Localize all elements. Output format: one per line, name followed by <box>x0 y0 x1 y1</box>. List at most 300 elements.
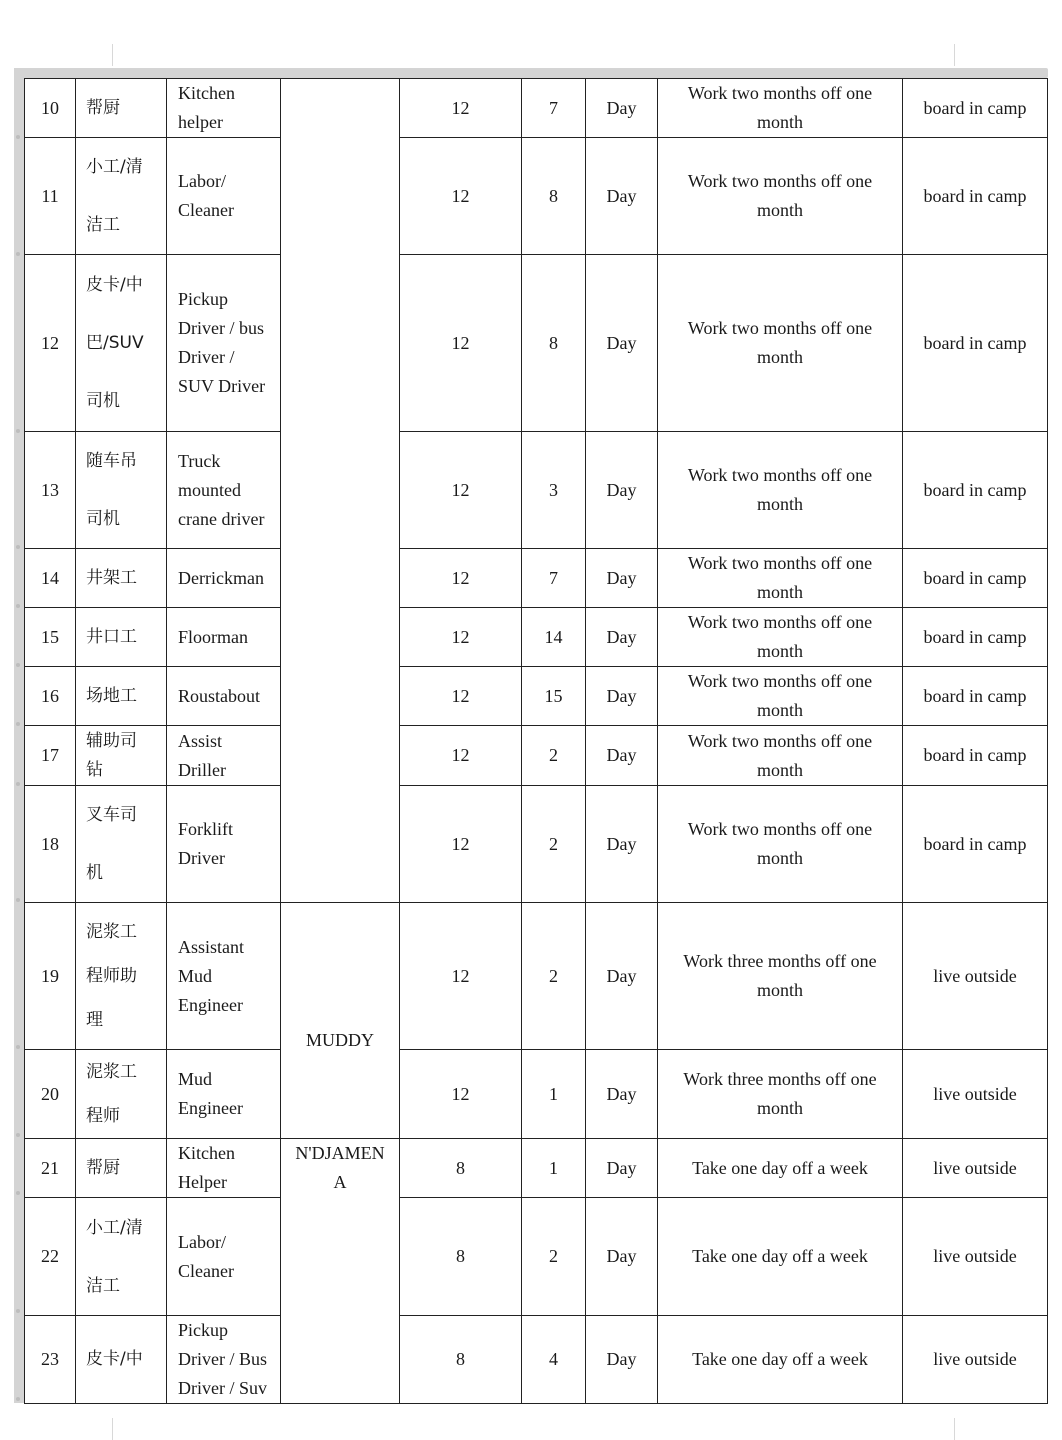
shift-value: Day <box>606 685 637 706</box>
shift-value: Day <box>606 1246 637 1266</box>
rotation-line: Take one day off a week <box>692 1157 868 1178</box>
page-left-edge <box>14 68 24 1403</box>
shift-value: Day <box>606 332 637 353</box>
chinese-title-cell <box>76 903 167 1050</box>
english-title-line: Pickup <box>178 1320 229 1340</box>
headcount-value: 2 <box>549 1246 558 1266</box>
accommodation-value: board in camp <box>923 745 1027 765</box>
english-title-cell <box>167 79 281 138</box>
chinese-title-line: 程师助 <box>86 966 137 986</box>
english-title-line: Driver / <box>178 347 235 367</box>
accommodation-cell <box>903 667 1048 726</box>
headcount-cell <box>522 432 586 549</box>
location-cell-muddy <box>281 903 400 1139</box>
english-title-line: Mud <box>178 1069 213 1089</box>
chinese-title-line: 泥浆工 <box>86 1062 137 1082</box>
english-title-line: Pickup <box>178 289 229 309</box>
accommodation-cell <box>903 432 1048 549</box>
margin-dot <box>16 604 20 608</box>
accommodation-value: live outside <box>933 1157 1017 1178</box>
row-number: 10 <box>41 97 59 118</box>
row-number: 13 <box>41 479 59 500</box>
shift-value: Day <box>606 1349 637 1369</box>
english-title-line: Driller <box>178 759 226 780</box>
english-title-line: Engineer <box>178 1098 243 1118</box>
accommodation-cell <box>903 255 1048 432</box>
rotation-cell <box>658 608 903 667</box>
hours-value: 12 <box>451 567 470 588</box>
accommodation-value: board in camp <box>923 97 1027 118</box>
headcount-cell <box>522 549 586 608</box>
english-title-line: Driver / bus <box>178 318 264 338</box>
accommodation-cell <box>903 1050 1048 1139</box>
margin-dot <box>16 429 20 433</box>
staffing-table-container <box>24 78 1048 1404</box>
chinese-title-line: 司机 <box>86 391 120 411</box>
table-row <box>25 667 1048 726</box>
chinese-title-cell <box>76 667 167 726</box>
headcount-value: 14 <box>544 626 563 647</box>
accommodation-value: live outside <box>933 1083 1017 1104</box>
location-ndjamena-line: N'DJAMEN <box>295 1143 385 1163</box>
shift-cell <box>586 1316 658 1404</box>
english-title-line: Driver / Suv <box>178 1378 267 1398</box>
table-row <box>25 549 1048 608</box>
headcount-value: 7 <box>549 567 558 588</box>
accommodation-cell <box>903 79 1048 138</box>
crop-mark <box>112 44 113 66</box>
hours-value: 8 <box>456 1157 465 1178</box>
headcount-value: 7 <box>549 97 558 118</box>
accommodation-cell <box>903 903 1048 1050</box>
chinese-title-line: 皮卡/中 <box>86 1349 143 1369</box>
shift-value: Day <box>606 1157 637 1178</box>
hours-cell <box>400 1139 522 1198</box>
hours-value: 12 <box>451 626 470 647</box>
margin-dot <box>16 1045 20 1049</box>
headcount-cell <box>522 79 586 138</box>
rotation-cell <box>658 138 903 255</box>
row-number-cell <box>25 608 76 667</box>
staffing-table <box>24 78 1048 1404</box>
chinese-title-line: 井架工 <box>86 567 137 588</box>
accommodation-value: board in camp <box>923 332 1027 353</box>
hours-cell <box>400 903 522 1050</box>
crop-mark <box>954 44 955 66</box>
english-title-line: Driver <box>178 848 225 868</box>
row-number-cell <box>25 903 76 1050</box>
row-number-cell <box>25 549 76 608</box>
chinese-title-cell <box>76 1198 167 1316</box>
hours-value: 12 <box>451 745 470 765</box>
rotation-line: month <box>756 112 803 132</box>
headcount-cell <box>522 903 586 1050</box>
margin-dot <box>16 135 20 139</box>
shift-cell <box>586 138 658 255</box>
rotation-line: Take one day off a week <box>692 1349 868 1369</box>
english-title-line: Engineer <box>178 994 243 1015</box>
margin-dot <box>16 898 20 902</box>
english-title-cell <box>167 1139 281 1198</box>
location-ndjamena-line: A <box>333 1172 347 1192</box>
table-row <box>25 726 1048 786</box>
english-title-line: Cleaner <box>178 1260 234 1281</box>
shift-cell <box>586 608 658 667</box>
row-number-cell <box>25 1139 76 1198</box>
headcount-cell <box>522 608 586 667</box>
location-muddy: MUDDY <box>305 1030 374 1050</box>
english-title-line: Driver / Bus <box>178 1349 267 1369</box>
row-number-cell <box>25 726 76 786</box>
english-title-line: Forklift <box>178 819 234 839</box>
hours-cell <box>400 138 522 255</box>
english-title-line: helper <box>178 112 223 132</box>
chinese-title-line: 辅助司 <box>86 730 137 751</box>
row-number-cell <box>25 1198 76 1316</box>
row-number: 22 <box>41 1246 59 1266</box>
shift-value: Day <box>606 745 637 765</box>
table-row <box>25 1050 1048 1139</box>
chinese-title-cell <box>76 549 167 608</box>
rotation-line: month <box>756 759 803 780</box>
hours-cell <box>400 549 522 608</box>
english-title-line: Floorman <box>178 626 248 647</box>
accommodation-cell <box>903 726 1048 786</box>
rotation-line: month <box>756 582 803 602</box>
headcount-value: 2 <box>549 745 558 765</box>
chinese-title-line: 钻 <box>86 759 103 780</box>
shift-value: Day <box>606 567 637 588</box>
rotation-line: Work two months off one <box>687 83 873 103</box>
row-number: 19 <box>41 965 59 986</box>
table-row <box>25 79 1048 138</box>
chinese-title-cell <box>76 1139 167 1198</box>
hours-value: 12 <box>451 833 470 854</box>
rotation-line: Work two months off one <box>687 671 873 691</box>
hours-value: 8 <box>456 1349 465 1369</box>
accommodation-cell <box>903 786 1048 903</box>
english-title-line: Assistant <box>178 936 245 957</box>
rotation-cell <box>658 1316 903 1404</box>
rotation-line: month <box>756 980 803 1000</box>
chinese-title-line: 洁工 <box>86 1275 120 1296</box>
hours-cell <box>400 79 522 138</box>
shift-value: Day <box>606 1083 637 1104</box>
accommodation-value: board in camp <box>923 567 1027 588</box>
table-row <box>25 138 1048 255</box>
chinese-title-cell <box>76 255 167 432</box>
headcount-cell <box>522 255 586 432</box>
headcount-cell <box>522 1316 586 1404</box>
crop-mark <box>112 1418 113 1440</box>
headcount-cell <box>522 1139 586 1198</box>
english-title-cell <box>167 608 281 667</box>
chinese-title-line: 司机 <box>86 509 120 529</box>
shift-value: Day <box>606 965 637 986</box>
hours-value: 8 <box>456 1246 465 1266</box>
rotation-line: Work two months off one <box>687 465 873 485</box>
location-cell-camp <box>281 79 400 903</box>
hours-cell <box>400 1316 522 1404</box>
rotation-cell <box>658 1198 903 1316</box>
margin-dot <box>16 545 20 549</box>
rotation-line: month <box>756 641 803 661</box>
table-row <box>25 786 1048 903</box>
margin-dot <box>16 1397 20 1401</box>
margin-dot <box>16 252 20 256</box>
chinese-title-line: 巴/SUV <box>86 333 144 353</box>
headcount-value: 1 <box>549 1157 558 1178</box>
headcount-value: 15 <box>544 685 563 706</box>
english-title-line: Helper <box>178 1172 227 1192</box>
accommodation-value: board in camp <box>923 185 1027 206</box>
rotation-line: Work two months off one <box>687 612 873 632</box>
english-title-cell <box>167 726 281 786</box>
hours-cell <box>400 255 522 432</box>
shift-cell <box>586 726 658 786</box>
headcount-cell <box>522 786 586 903</box>
rotation-cell <box>658 255 903 432</box>
shift-cell <box>586 432 658 549</box>
headcount-value: 8 <box>549 185 558 206</box>
chinese-title-line: 泥浆工 <box>86 922 137 942</box>
chinese-title-line: 帮厨 <box>86 1157 120 1178</box>
headcount-value: 4 <box>549 1349 558 1369</box>
accommodation-cell <box>903 1198 1048 1316</box>
chinese-title-cell <box>76 432 167 549</box>
hours-cell <box>400 608 522 667</box>
shift-value: Day <box>606 833 637 854</box>
row-number: 21 <box>41 1157 59 1178</box>
row-number: 14 <box>41 567 59 588</box>
english-title-cell <box>167 667 281 726</box>
hours-value: 12 <box>451 965 470 986</box>
rotation-cell <box>658 1139 903 1198</box>
shift-value: Day <box>606 185 637 206</box>
chinese-title-line: 帮厨 <box>86 97 120 118</box>
shift-value: Day <box>606 626 637 647</box>
accommodation-cell <box>903 138 1048 255</box>
headcount-value: 1 <box>549 1083 558 1104</box>
rotation-cell <box>658 667 903 726</box>
chinese-title-line: 井口工 <box>86 626 137 647</box>
table-row <box>25 1139 1048 1198</box>
accommodation-cell <box>903 1139 1048 1198</box>
headcount-value: 2 <box>549 833 558 854</box>
english-title-cell <box>167 432 281 549</box>
headcount-value: 8 <box>549 332 558 353</box>
english-title-cell <box>167 255 281 432</box>
hours-cell <box>400 726 522 786</box>
chinese-title-line: 洁工 <box>86 215 120 235</box>
english-title-line: crane driver <box>178 508 265 529</box>
chinese-title-cell <box>76 1316 167 1404</box>
rotation-line: month <box>756 494 803 514</box>
margin-dot <box>16 1191 20 1195</box>
table-row <box>25 903 1048 1050</box>
row-number-cell <box>25 1316 76 1404</box>
chinese-title-line: 理 <box>86 1010 103 1030</box>
shift-value: Day <box>606 97 637 118</box>
shift-cell <box>586 1050 658 1139</box>
row-number-cell <box>25 786 76 903</box>
row-number: 18 <box>41 833 59 854</box>
chinese-title-line: 叉车司 <box>86 805 137 825</box>
shift-cell <box>586 79 658 138</box>
row-number-cell <box>25 255 76 432</box>
accommodation-value: live outside <box>933 1349 1017 1369</box>
accommodation-cell <box>903 1316 1048 1404</box>
accommodation-value: live outside <box>933 1246 1017 1266</box>
rotation-cell <box>658 1050 903 1139</box>
shift-cell <box>586 1198 658 1316</box>
rotation-cell <box>658 79 903 138</box>
rotation-line: Work two months off one <box>687 553 873 573</box>
table-row <box>25 255 1048 432</box>
chinese-title-cell <box>76 138 167 255</box>
rotation-line: Take one day off a week <box>692 1246 868 1266</box>
accommodation-value: live outside <box>933 965 1017 986</box>
english-title-line: Labor/ <box>178 1231 226 1252</box>
english-title-line: Derrickman <box>178 567 264 588</box>
accommodation-value: board in camp <box>923 685 1027 706</box>
table-row <box>25 432 1048 549</box>
shift-value: Day <box>606 479 637 500</box>
accommodation-cell <box>903 549 1048 608</box>
margin-dot <box>16 663 20 667</box>
headcount-value: 3 <box>549 479 558 500</box>
row-number: 12 <box>41 332 59 353</box>
hours-value: 12 <box>451 332 470 353</box>
english-title-cell <box>167 786 281 903</box>
rotation-line: Work two months off one <box>687 318 873 338</box>
row-number: 17 <box>41 745 59 765</box>
english-title-cell <box>167 1050 281 1139</box>
row-number-cell <box>25 432 76 549</box>
hours-cell <box>400 667 522 726</box>
rotation-line: Work two months off one <box>687 819 873 839</box>
shift-cell <box>586 667 658 726</box>
shift-cell <box>586 903 658 1050</box>
english-title-line: Cleaner <box>178 200 234 220</box>
rotation-cell <box>658 549 903 608</box>
rotation-line: Work two months off one <box>687 730 873 751</box>
chinese-title-line: 机 <box>86 863 103 883</box>
hours-cell <box>400 786 522 903</box>
english-title-line: Assist <box>178 730 223 751</box>
english-title-line: Labor/ <box>178 171 226 191</box>
table-row <box>25 608 1048 667</box>
chinese-title-cell <box>76 79 167 138</box>
english-title-cell <box>167 1316 281 1404</box>
shift-cell <box>586 786 658 903</box>
rotation-cell <box>658 903 903 1050</box>
headcount-cell <box>522 138 586 255</box>
accommodation-value: board in camp <box>923 626 1027 647</box>
chinese-title-line: 随车吊 <box>86 451 137 471</box>
english-title-line: Roustabout <box>178 685 261 706</box>
chinese-title-cell <box>76 608 167 667</box>
chinese-title-line: 场地工 <box>86 685 137 706</box>
english-title-line: SUV Driver <box>178 376 266 396</box>
row-number-cell <box>25 1050 76 1139</box>
table-row <box>25 1316 1048 1404</box>
hours-value: 12 <box>451 685 470 706</box>
english-title-line: Truck <box>178 450 221 471</box>
row-number: 16 <box>41 685 59 706</box>
row-number-cell <box>25 667 76 726</box>
hours-cell <box>400 432 522 549</box>
rotation-line: Work three months off one <box>683 951 877 971</box>
row-number-cell <box>25 138 76 255</box>
row-number-cell <box>25 79 76 138</box>
english-title-cell <box>167 903 281 1050</box>
hours-value: 12 <box>451 1083 470 1104</box>
headcount-cell <box>522 1198 586 1316</box>
headcount-cell <box>522 667 586 726</box>
hours-value: 12 <box>451 185 470 206</box>
chinese-title-line: 小工/清 <box>86 1217 143 1238</box>
shift-cell <box>586 255 658 432</box>
english-title-line: Mud <box>178 965 213 986</box>
table-row <box>25 1198 1048 1316</box>
headcount-cell <box>522 726 586 786</box>
headcount-value: 2 <box>549 965 558 986</box>
hours-value: 12 <box>451 97 470 118</box>
accommodation-cell <box>903 608 1048 667</box>
chinese-title-cell <box>76 1050 167 1139</box>
english-title-line: Kitchen <box>178 1143 235 1163</box>
rotation-cell <box>658 726 903 786</box>
rotation-line: Work three months off one <box>683 1069 877 1089</box>
chinese-title-line: 小工/清 <box>86 157 143 177</box>
shift-cell <box>586 549 658 608</box>
english-title-cell <box>167 138 281 255</box>
rotation-line: month <box>756 848 803 868</box>
rotation-cell <box>658 786 903 903</box>
row-number: 20 <box>41 1083 59 1104</box>
margin-dot <box>16 782 20 786</box>
accommodation-value: board in camp <box>923 479 1027 500</box>
shift-cell <box>586 1139 658 1198</box>
chinese-title-line: 皮卡/中 <box>86 275 143 295</box>
rotation-line: month <box>756 700 803 720</box>
english-title-cell <box>167 549 281 608</box>
margin-dot <box>16 1133 20 1137</box>
rotation-line: month <box>756 200 803 220</box>
hours-cell <box>400 1198 522 1316</box>
crop-mark <box>954 1418 955 1440</box>
english-title-cell <box>167 1198 281 1316</box>
row-number: 11 <box>41 185 59 206</box>
page-top-edge <box>14 68 1048 78</box>
chinese-title-cell <box>76 786 167 903</box>
rotation-line: month <box>756 347 803 367</box>
table-body <box>25 79 1048 1404</box>
location-cell-ndjamena <box>281 1139 400 1404</box>
chinese-title-cell <box>76 726 167 786</box>
row-number: 23 <box>41 1349 59 1369</box>
hours-value: 12 <box>451 479 470 500</box>
rotation-line: month <box>756 1098 803 1118</box>
margin-dot <box>16 722 20 726</box>
headcount-cell <box>522 1050 586 1139</box>
chinese-title-line: 程师 <box>86 1106 120 1126</box>
accommodation-value: board in camp <box>923 833 1027 854</box>
english-title-line: mounted <box>178 479 241 500</box>
hours-cell <box>400 1050 522 1139</box>
english-title-line: Kitchen <box>178 83 235 103</box>
